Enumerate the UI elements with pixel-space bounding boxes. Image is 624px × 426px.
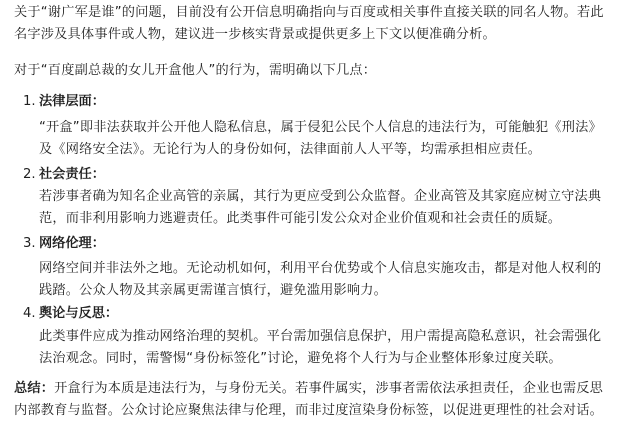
- list-item-body: 若涉事者确为知名企业高管的亲属，其行为更应受到公众监督。企业高管及其家庭应树立守法典范，而非利用影响力逃避责任。此类事件可能引发公众对企业价值观和社会责任的质疑。: [39, 189, 602, 226]
- list-item-heading: 网络伦理：: [39, 236, 105, 251]
- list-item-number: 3.: [23, 236, 36, 251]
- list-item-body: “开盒”即非法获取并公开他人隐私信息，属于侵犯公民个人信息的违法行为，可能触犯《刑法》及《网络安全法》。无论行为人的身份如何，法律面前人人平等，均需承担相应责任。: [39, 120, 602, 157]
- list-item-heading: 社会责任：: [39, 167, 105, 182]
- list-item-heading: 法律层面：: [39, 94, 105, 109]
- lead-paragraph: 对于“百度副总裁的女儿开盒他人”的行为，需明确以下几点：: [14, 63, 377, 78]
- summary-paragraph: [14, 378, 614, 422]
- list-item-title: [23, 303, 118, 325]
- list-item-heading: 舆论与反思：: [39, 306, 119, 321]
- list-item-title: [23, 91, 105, 113]
- summary-label: 总结：: [14, 381, 55, 396]
- list-item-number: 2.: [23, 167, 36, 182]
- list-item-title: [23, 233, 105, 255]
- list-item-title: [23, 164, 105, 186]
- list-item-body: 此类事件应成为推动网络治理的契机。平台需加强信息保护，用户需提高隐私意识，社会需强化法治观念。同时，需警惕“身份标签化”讨论，避免将个人行为与企业整体形象过度关联。: [39, 329, 602, 366]
- list-item-body: 网络空间并非法外之地。无论动机如何，利用平台优势或个人信息实施攻击，都是对他人权利的践踏。公众人物及其亲属更需谨言慎行，避免滥用影响力。: [39, 261, 602, 298]
- intro-paragraph: 关于“谢广军是谁”的问题，目前没有公开信息明确指向与百度或相关事件直接关联的同名人物。若此名字涉及具体事件或人物，建议进一步核实背景或提供更多上下文以便准确分析。: [14, 5, 604, 42]
- summary-text: 开盒行为本质是违法行为，与身份无关。若事件属实，涉事者需依法承担责任，企业也需反思内部教育与监督。公众讨论应聚焦法律与伦理，而非过度渲染身份标签，以促进更理性的社会对话。: [14, 381, 604, 418]
- list-item-number: 4.: [23, 306, 36, 321]
- list-item-number: 1.: [23, 94, 36, 109]
